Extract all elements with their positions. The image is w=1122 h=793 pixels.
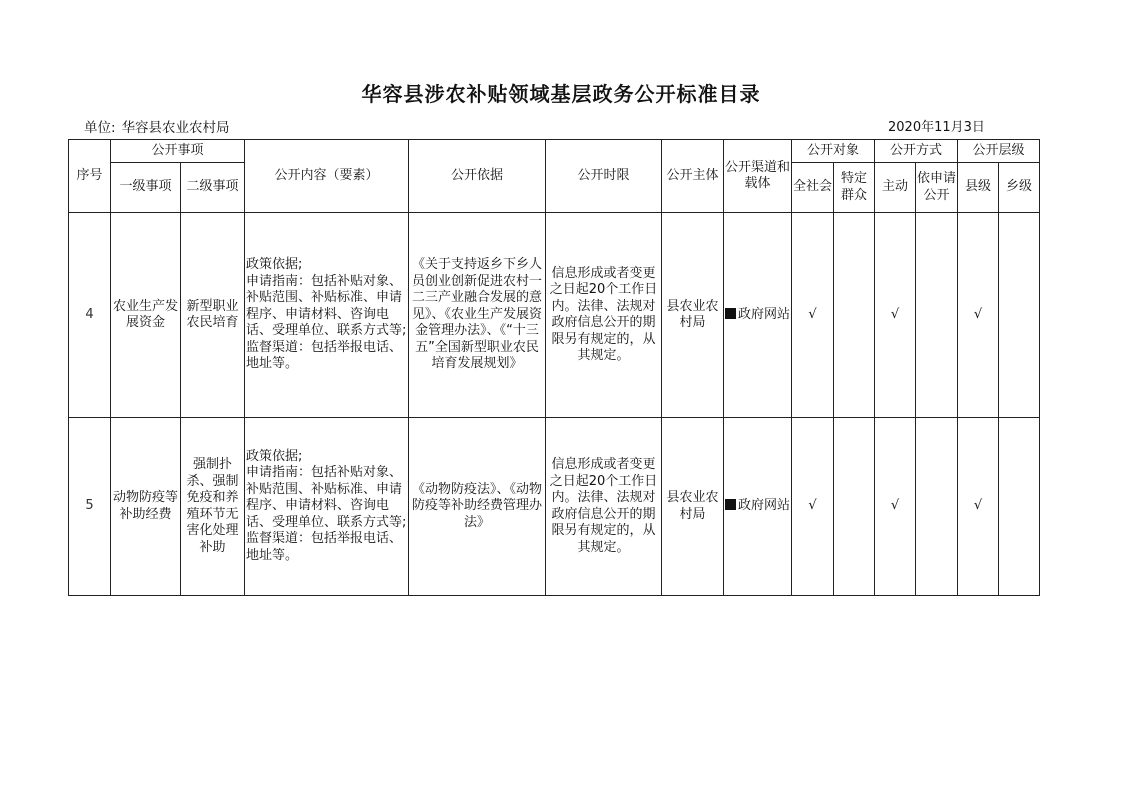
row-seq: 4 <box>69 213 111 418</box>
header-target-all: 全社会 <box>792 163 834 213</box>
row-channel-label: 政府网站 <box>738 306 791 322</box>
row-method-request <box>916 418 958 596</box>
header-method-group: 公开方式 <box>875 140 958 163</box>
header-basis: 公开依据 <box>409 140 546 213</box>
unit-name: 华容县农业农村局 <box>121 120 230 136</box>
row-time-limit: 信息形成或者变更之日起20个工作日内。法律、法规对政府信息公开的期限另有规定的，从其规定。 <box>546 418 662 596</box>
row-target-specific <box>834 213 875 418</box>
document-date: 2020年11月3日 <box>888 120 985 135</box>
row-time-limit: 信息形成或者变更之日起20个工作日内。法律、法规对政府信息公开的期限另有规定的，从其规定。 <box>546 213 662 418</box>
header-method-request: 依申请公开 <box>916 163 958 213</box>
row-level-county: √ <box>958 418 999 596</box>
row-target-all: √ <box>792 213 834 418</box>
row-basis: 《动物防疫法》、《动物防疫等补助经费管理办法》 <box>409 418 546 596</box>
square-bullet-icon <box>725 499 736 510</box>
row-level2: 强制扑杀、强制免疫和养殖环节无害化处理补助 <box>181 418 245 596</box>
header-subject: 公开主体 <box>662 140 724 213</box>
row-channel-label: 政府网站 <box>738 498 791 514</box>
row-level2: 新型职业农民培育 <box>181 213 245 418</box>
header-target-specific: 特定群众 <box>834 163 875 213</box>
row-content: 政策依据; 申请指南：包括补贴对象、补贴范围、补贴标准、申请程序、申请材料、咨询电话、受理单位、联系方式等; 监督渠道：包括举报电话、地址等。 <box>245 213 409 418</box>
header-item-group: 公开事项 <box>111 140 245 163</box>
row-method-active: √ <box>875 418 916 596</box>
row-level1: 动物防疫等补助经费 <box>111 418 181 596</box>
header-method-active: 主动 <box>875 163 916 213</box>
header-level-township: 乡级 <box>999 163 1040 213</box>
unit-line <box>84 116 230 136</box>
header-level1: 一级事项 <box>111 163 181 213</box>
row-level-township <box>999 213 1040 418</box>
table-row <box>69 418 1040 596</box>
row-target-all: √ <box>792 418 834 596</box>
document-title: 华容县涉农补贴领域基层政务公开标准目录 <box>361 82 761 106</box>
catalog-table <box>68 139 1040 596</box>
header-level-group: 公开层级 <box>958 140 1040 163</box>
header-level-county: 县级 <box>958 163 999 213</box>
row-seq: 5 <box>69 418 111 596</box>
row-basis: 《关于支持返乡下乡人员创业创新促进农村一二三产业融合发展的意见》、《农业生产发展资金管理办法》、《“十三五”全国新型职业农民培育发展规划》 <box>409 213 546 418</box>
table-row <box>69 213 1040 418</box>
header-row-1 <box>69 140 1040 163</box>
row-level-county: √ <box>958 213 999 418</box>
header-level2: 二级事项 <box>181 163 245 213</box>
row-content: 政策依据; 申请指南：包括补贴对象、补贴范围、补贴标准、申请程序、申请材料、咨询电话、受理单位、联系方式等; 监督渠道：包括举报电话、地址等。 <box>245 418 409 596</box>
row-subject: 县农业农村局 <box>662 418 724 596</box>
row-channel <box>724 213 792 418</box>
header-seq: 序号 <box>69 140 111 213</box>
header-content: 公开内容（要素） <box>245 140 409 213</box>
row-method-active: √ <box>875 213 916 418</box>
header-channel: 公开渠道和载体 <box>724 140 792 213</box>
header-target-group: 公开对象 <box>792 140 875 163</box>
row-target-specific <box>834 418 875 596</box>
row-method-request <box>916 213 958 418</box>
unit-label: 单位: <box>84 120 116 136</box>
header-time-limit: 公开时限 <box>546 140 662 213</box>
square-bullet-icon <box>725 308 736 319</box>
row-subject: 县农业农村局 <box>662 213 724 418</box>
row-channel <box>724 418 792 596</box>
row-level1: 农业生产发展资金 <box>111 213 181 418</box>
row-level-township <box>999 418 1040 596</box>
